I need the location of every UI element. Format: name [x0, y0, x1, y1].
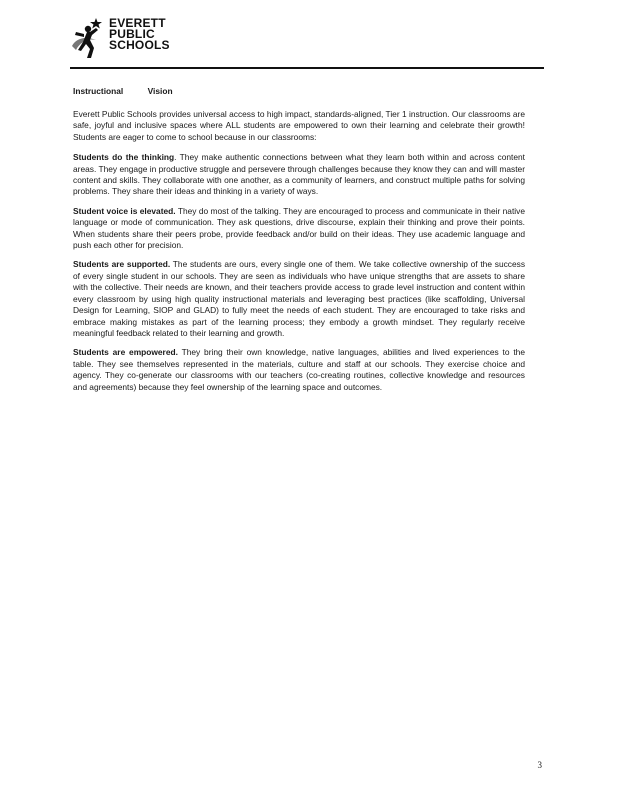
- paragraph-thinking-lead: Students do the thinking: [73, 152, 175, 163]
- logo-line-public: PUBLIC: [109, 27, 155, 41]
- paragraph-voice: [73, 206, 525, 252]
- paragraph-supported: [73, 259, 525, 339]
- everett-public-schools-logo: [70, 16, 190, 64]
- paragraph-empowered-lead: Students are empowered.: [73, 347, 178, 358]
- header-divider: [70, 67, 544, 69]
- runner-figure-icon: [70, 16, 110, 62]
- intro-paragraph: Everett Public Schools provides universal access to high impact, standards-aligned, Tier 1 instruction. Our classrooms are safe, joyful and inclusive spaces where ALL students are empowered to own their learning and celebrate their growth! Students are eager to come to school because in our classrooms:: [73, 109, 525, 142]
- paragraph-empowered: [73, 347, 525, 393]
- paragraph-supported-body: The students are ours, every single one of them. We take collective ownership of the success of every single student in our schools. They are seen as individuals who have unique strengths that are assets to share with the collective. Their needs are known, and their teachers provide access to grade level instruction and content within every classroom by using high quality instructional materials and leveraging best practices (like scaffolding, Universal Design for Learning, SIOP and GLAD) to fully meet the needs of each student. They are encouraged to take risks and embrace making mistakes as part of the learning process; they embody a growth mindset. They regularly receive meaningful feedback related to their learning and growth.: [73, 259, 526, 338]
- logo-wordmark: [109, 18, 170, 51]
- paragraph-voice-lead: Student voice is elevated.: [73, 205, 176, 216]
- paragraph-supported-lead: Students are supported.: [73, 259, 171, 270]
- page-number: 3: [537, 760, 542, 770]
- section-title: Instructional Vision: [73, 86, 173, 96]
- logo-line-schools: SCHOOLS: [109, 38, 170, 52]
- page-header: [70, 16, 550, 64]
- logo-line-everett: EVERETT: [109, 16, 166, 30]
- paragraph-voice-body: They do most of the talking. They are encouraged to process and communicate in their native language or mode of communication. They ask questions, drive discourse, explain their thinking and prove their points. When students share their peers probe, provide feedback and/or build on their ideas. They use academic language and push each other for precision.: [73, 205, 525, 251]
- document-body: [73, 86, 525, 401]
- paragraph-empowered-body: They bring their own knowledge, native languages, abilities and lived experiences to the table. They see themselves represented in the materials, culture and staff at our schools. They exercise choice and agency. They co-generate our classrooms with our teachers (co-creating routines, collective knowledge and resources and agreements) because they feel ownership of the learning space and outcomes.: [73, 347, 525, 392]
- paragraph-thinking: [73, 152, 525, 198]
- paragraph-thinking-body: . They make authentic connections between what they learn both within and across content areas. They engage in productive struggle and persevere through challenges because they know they can and will master content and skills. They collaborate with one another, as a community of learners, and construct multiple paths for solving problems. They share their ideas and thinking in a variety of ways.: [73, 152, 526, 197]
